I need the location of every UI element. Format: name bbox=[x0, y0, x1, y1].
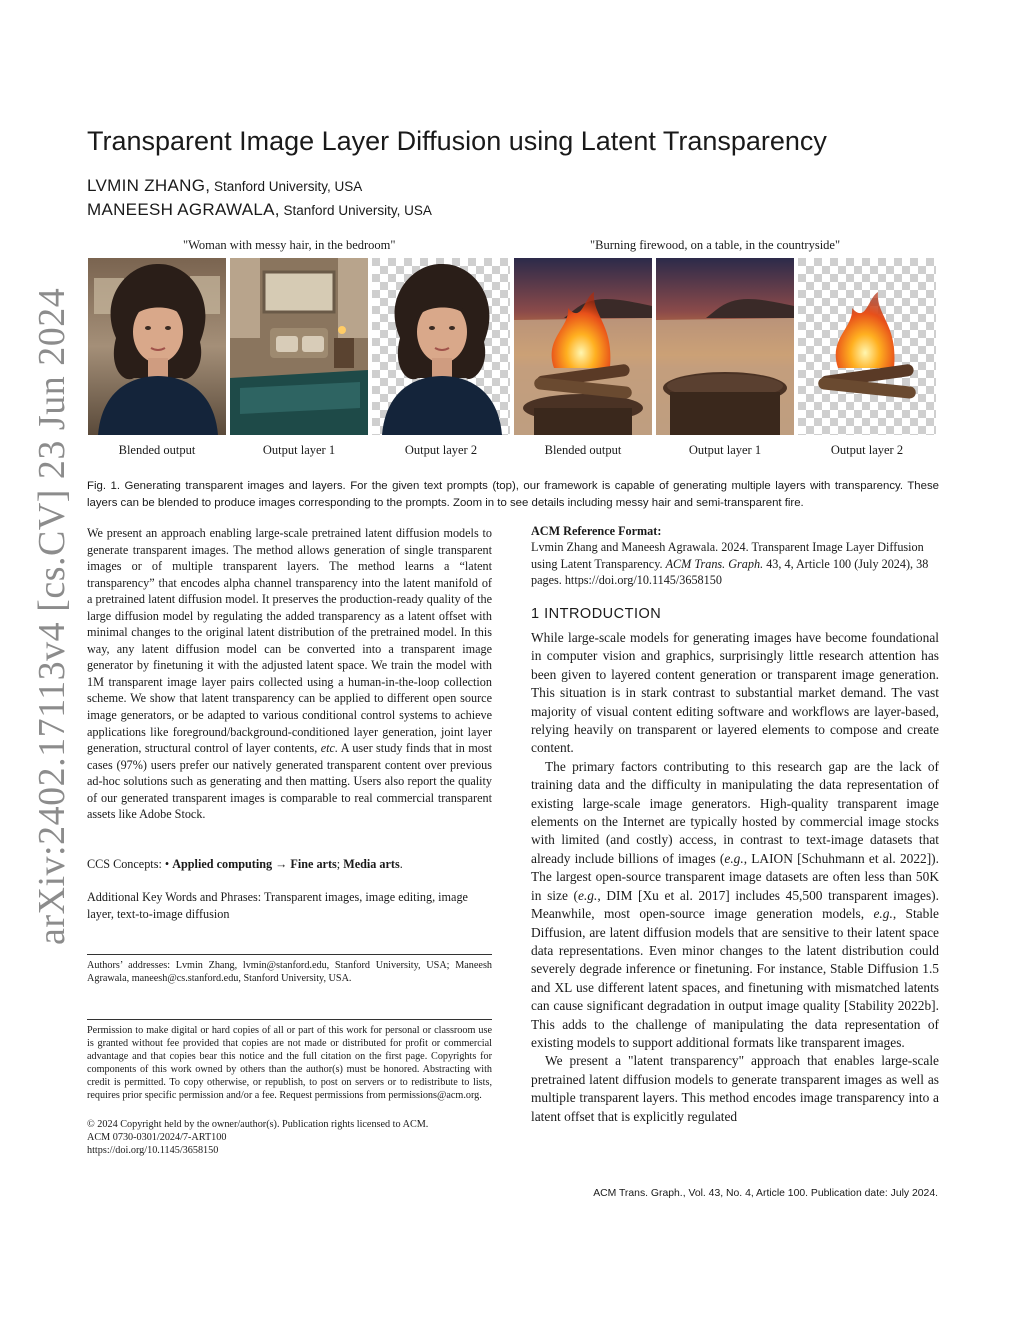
author-affiliation: Stanford University, USA bbox=[279, 203, 432, 218]
permission-divider bbox=[87, 1019, 492, 1020]
intro-eg: e.g. bbox=[578, 887, 598, 903]
panel-woman-background-layer-image bbox=[230, 258, 368, 435]
abstract-text-end: A user study finds that in most cases (97%) users prefer our natively generated transparent content over previous ad-hoc solutions such as generating and then matting. Users also report the quality of our generated transparent images is comparable to real commercial transparent assets like Adobe Stock. bbox=[87, 741, 492, 822]
reference-format bbox=[531, 524, 939, 589]
ccs-end: . bbox=[399, 857, 403, 871]
intro-paragraph-1: While large-scale models for generating images have become foundational in computer vision and graphics, surprisingly little research attention has been given to layered content generation or transparent image generation. This situation is in stark contrast to substantial market demand. The vast majority of visual content editing software and workflows are layer-based, relying heavily on transparent or layered elements to compose and create content. bbox=[531, 630, 939, 756]
arxiv-identifier: arXiv:2402.17113v4 [cs.CV] 23 Jun 2024 bbox=[31, 287, 73, 945]
intro-eg: e.g. bbox=[873, 906, 893, 922]
intro-paragraph-2 bbox=[531, 758, 939, 1053]
panel-label: Output layer 1 bbox=[688, 443, 762, 457]
author-addresses: Authors’ addresses: Lvmin Zhang, lvmin@stanford.edu, Stanford University, USA; Maneesh Agrawala, maneesh@cs.stanford.edu, Stanford University, USA. bbox=[87, 960, 492, 984]
panel-label: Output layer 1 bbox=[262, 443, 336, 457]
reference-text: Lvmin Zhang and Maneesh Agrawala. 2024. Transparent Image Layer Diffusion using Latent Transparency. bbox=[531, 540, 924, 571]
paper-title: Transparent Image Layer Diffusion using Latent Transparency bbox=[87, 126, 827, 156]
panel-fire-background-layer-image bbox=[656, 258, 794, 435]
panel-woman-blended-image bbox=[88, 258, 226, 435]
intro-text: , DIM [Xu et al. 2017] includes 45,500 transparent images). Meanwhile, most open-source image generation models, bbox=[531, 887, 939, 922]
panel-fire-foreground-layer-image bbox=[798, 258, 936, 435]
abstract-text: We present an approach enabling large-scale pretrained latent diffusion models to generate transparent images. The method allows generation of single transparent images or of multiple transparent layers. The method learns a “latent transparency” that encodes alpha channel transparency into the latent manifold of a pretrained latent diffusion model. It preserves the production-ready quality of the large diffusion model by regulating the added transparency as a latent offset with minimal changes to the original latent distribution of the pretrained model. In this way, any latent diffusion model can be converted into a transparent image generator by finetuning it with the adjusted latent space. We train the model with 1M transparent image layer pairs collected using a human-in-the-loop collection scheme. We show that latent transparency can be applied to different open source image generators, or be adapted to various conditional control systems to achieve applications like foreground/background-conditioned layer generation, joint layer generation, structural control of layer contents, bbox=[87, 526, 492, 756]
ccs-arrow: → bbox=[272, 857, 291, 871]
ccs-prefix: CCS Concepts: • bbox=[87, 857, 173, 871]
author-line-2 bbox=[87, 200, 432, 220]
panel-fire-blended-image bbox=[514, 258, 652, 435]
copyright-line: https://doi.org/10.1145/3658150 bbox=[87, 1144, 219, 1156]
panel-label: Blended output bbox=[544, 443, 622, 457]
ccs-term: Applied computing bbox=[172, 857, 273, 871]
copyright-line: ACM 0730-0301/2024/7-ART100 bbox=[87, 1131, 227, 1143]
panel-woman-foreground-layer-image bbox=[372, 258, 510, 435]
teaser-prompt-firewood: "Burning firewood, on a table, in the countryside" bbox=[590, 238, 841, 252]
page-footer: ACM Trans. Graph., Vol. 43, No. 4, Article 100. Publication date: July 2024. bbox=[593, 1188, 938, 1199]
reference-journal: ACM Trans. Graph. bbox=[665, 556, 764, 571]
author-line-1 bbox=[87, 176, 362, 196]
intro-text: The primary factors contributing to this research gap are the lack of training data and the difficulty in manipulating the data representation of existing large-scale image generators. High-quality transparent image elements on the Internet are typically hosted by commercial image stocks with limited (and costly) access, in contrast to text-image datasets that already include billions of images ( bbox=[531, 758, 939, 866]
ccs-term: Fine arts bbox=[290, 857, 337, 871]
footnote-divider bbox=[87, 954, 492, 955]
keywords: Additional Key Words and Phrases: Transparent images, image editing, image layer, text-to-image diffusion bbox=[87, 890, 468, 921]
permission-notice: Permission to make digital or hard copies of all or part of this work for personal or classroom use is granted without fee provided that copies are not made or distributed for profit or commercial advantage and that copies bear this notice and the full citation on the first page. Copyrights for components of this work owned by others than the author(s) must be honored. Abstracting with credit is permitted. To copy otherwise, or republish, to post on servers or to redistribute to lists, requires prior specific permission and/or a fee. Request permissions from permissions@acm.org. bbox=[87, 1025, 492, 1101]
reference-format-heading: ACM Reference Format: bbox=[531, 524, 662, 538]
panel-label: Output layer 2 bbox=[404, 443, 478, 457]
abstract bbox=[87, 525, 492, 823]
panel-label: Output layer 2 bbox=[830, 443, 904, 457]
reference-format-body bbox=[531, 539, 939, 589]
author-name: LVMIN ZHANG, bbox=[87, 176, 211, 195]
ccs-concepts bbox=[87, 856, 492, 873]
copyright-line: © 2024 Copyright held by the owner/author(s). Publication rights licensed to ACM. bbox=[87, 1119, 429, 1130]
ccs-term: Media arts bbox=[343, 857, 400, 871]
copyright-block bbox=[87, 1119, 492, 1158]
author-affiliation: Stanford University, USA bbox=[210, 179, 363, 194]
introduction-heading: 1 INTRODUCTION bbox=[531, 606, 662, 622]
abstract-etc: etc. bbox=[320, 741, 339, 756]
intro-text: , Stable Diffusion, are latent diffusion models that are sensitive to their latent space data representations. Even minor changes to the latent distribution could severely degrade inference or finetuning. For instance, Stable Diffusion 1.5 and XL use different latent spaces, and finetuning with mismatched latents can cause significant degradation in output image quality [Stability 2022b]. This adds to the challenge of manipulating the data representation of existing models to support additional formats like transparent images. bbox=[531, 906, 939, 1050]
intro-text: , LAION [Schuhmann et al. 2022]). The largest open-source transparent image datasets are often less than 50K in size ( bbox=[531, 850, 939, 903]
introduction-body bbox=[531, 629, 939, 1126]
ccs-separator: ; bbox=[336, 857, 344, 871]
intro-paragraph-3: We present a "latent transparency" approach that enables large-scale pretrained latent diffusion models to generate transparent images as well as multiple transparent layers. This method encodes image transparency into a latent offset that is explicitly regulated bbox=[531, 1053, 939, 1124]
panel-label: Blended output bbox=[118, 443, 196, 457]
reference-text-end: 43, 4, Article 100 (July 2024), 38 pages. https://doi.org/10.1145/3658150 bbox=[531, 556, 929, 587]
teaser-prompt-woman: "Woman with messy hair, in the bedroom" bbox=[183, 238, 396, 252]
intro-eg: e.g. bbox=[724, 850, 744, 866]
figure-caption: Fig. 1. Generating transparent images and layers. For the given text prompts (top), our framework is capable of generating multiple layers with transparency. These layers can be blended to produce images corresponding to the prompts. Zoom in to see details including messy hair and semi-transparent fire. bbox=[87, 480, 939, 509]
author-name: MANEESH AGRAWALA, bbox=[87, 200, 280, 219]
